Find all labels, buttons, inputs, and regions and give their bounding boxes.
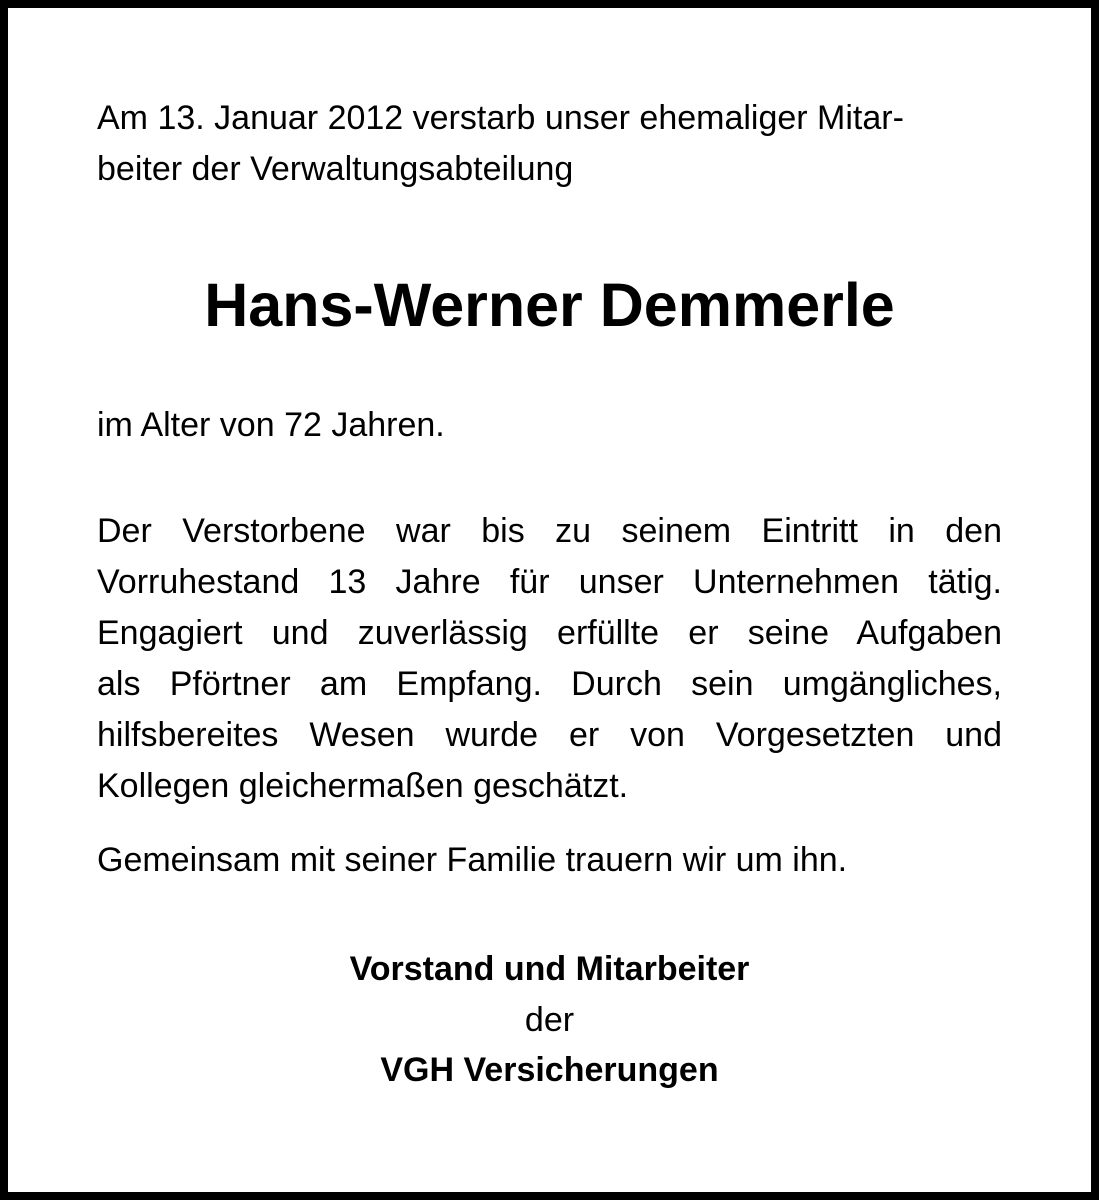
- body-line: Der Verstorbene war bis zu seinem Eintritt in den: [97, 512, 1002, 550]
- signature-line-3: VGH Versicherungen: [380, 1051, 719, 1089]
- body-line: hilfsbereites Wesen wurde er von Vorgesetzten und: [97, 716, 1002, 754]
- deceased-name: Hans-Werner Demmerle: [204, 271, 895, 339]
- intro-paragraph: [97, 93, 1002, 195]
- signature-line-2: der: [524, 1001, 575, 1039]
- body-line: als Pförtner am Empfang. Durch sein umgängliches,: [97, 665, 1002, 703]
- body-line: Vorruhestand 13 Jahre für unser Unternehmen tätig.: [97, 563, 1002, 601]
- age-line: im Alter von 72 Jahren.: [97, 406, 445, 444]
- intro-line: Am 13. Januar 2012 verstarb unser ehemaliger Mitar-: [97, 99, 904, 137]
- body-paragraph: [97, 506, 1002, 812]
- intro-line: beiter der Verwaltungsabteilung: [97, 150, 574, 188]
- signature-line-1: Vorstand und Mitarbeiter: [349, 950, 750, 988]
- body-line: Kollegen gleichermaßen geschätzt.: [97, 767, 629, 805]
- body-line: Engagiert und zuverlässig erfüllte er seine Aufgaben: [97, 614, 1002, 652]
- closing-line: Gemeinsam mit seiner Familie trauern wir um ihn.: [97, 841, 848, 879]
